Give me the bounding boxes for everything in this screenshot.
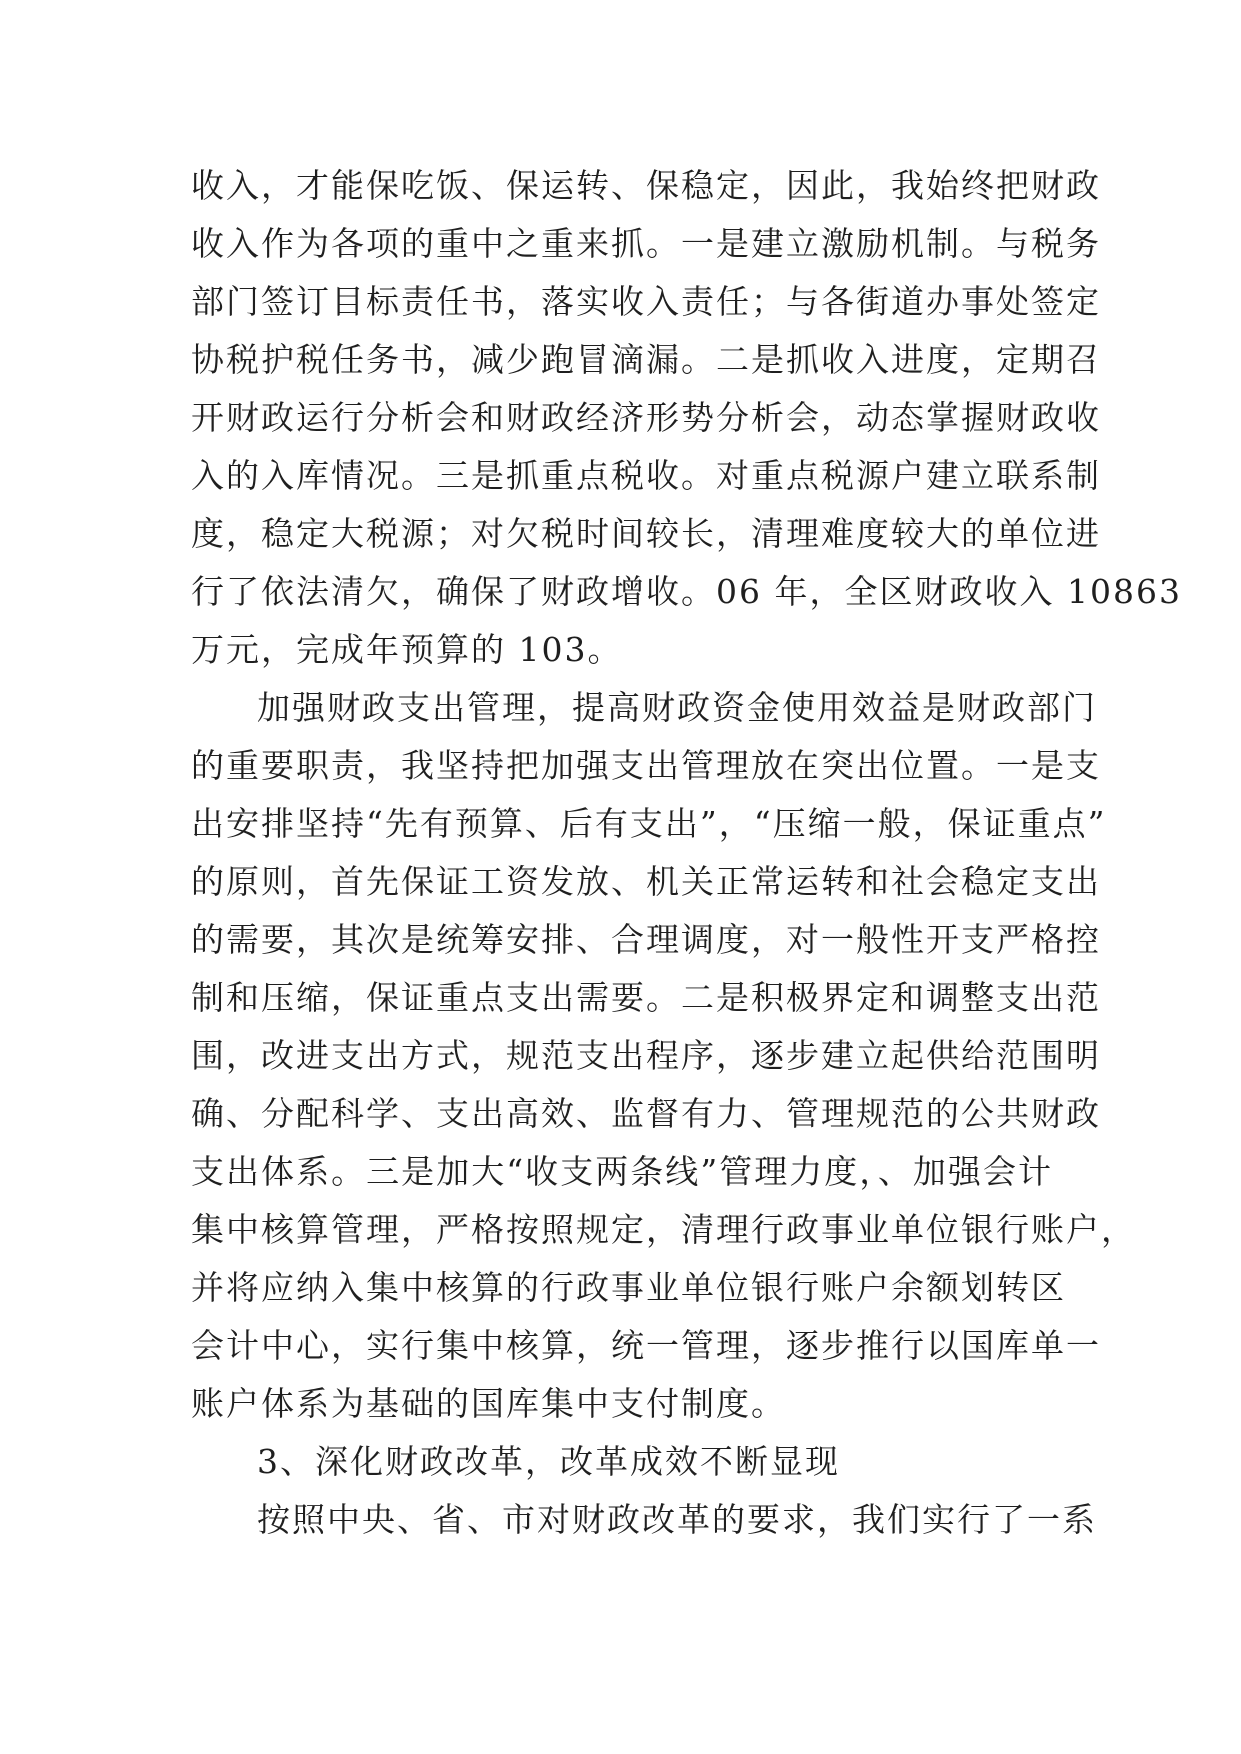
text-line: 入的入库情况。三是抓重点税收。对重点税源户建立联系制 bbox=[191, 456, 1101, 495]
text-line: 围，改进支出方式，规范支出程序，逐步建立起供给范围明 bbox=[191, 1036, 1101, 1075]
text-line: 支出体系。三是加大“收支两条线”管理力度，、加强会计 bbox=[191, 1152, 1053, 1191]
text-line: 确、分配科学、支出高效、监督有力、管理规范的公共财政 bbox=[191, 1094, 1101, 1133]
text-line: 按照中央、省、市对财政改革的要求，我们实行了一系 bbox=[257, 1500, 1097, 1539]
document-body bbox=[191, 157, 1182, 1549]
text-line: 的原则，首先保证工资发放、机关正常运转和社会稳定支出 bbox=[191, 862, 1101, 901]
text-line: 开财政运行分析会和财政经济形势分析会，动态掌握财政收 bbox=[191, 398, 1101, 437]
text-line: 加强财政支出管理，提高财政资金使用效益是财政部门 bbox=[257, 688, 1097, 727]
text-line: 的需要，其次是统筹安排、合理调度，对一般性开支严格控 bbox=[191, 920, 1101, 959]
text-line: 的重要职责，我坚持把加强支出管理放在突出位置。一是支 bbox=[191, 746, 1101, 785]
text-line: 制和压缩，保证重点支出需要。二是积极界定和调整支出范 bbox=[191, 978, 1101, 1017]
text-line: 度，稳定大税源；对欠税时间较长，清理难度较大的单位进 bbox=[191, 514, 1101, 553]
text-line: 部门签订目标责任书，落实收入责任；与各街道办事处签定 bbox=[191, 282, 1101, 321]
text-line: 万元，完成年预算的 103。 bbox=[191, 630, 623, 669]
text-line: 会计中心，实行集中核算，统一管理，逐步推行以国库单一 bbox=[191, 1326, 1101, 1365]
text-line: 并将应纳入集中核算的行政事业单位银行账户余额划转区 bbox=[191, 1268, 1066, 1307]
text-line: 行了依法清欠，确保了财政增收。06 年，全区财政收入 10863 bbox=[191, 572, 1182, 611]
text-line: 账户体系为基础的国库集中支付制度。 bbox=[191, 1384, 786, 1423]
text-line: 协税护税任务书，减少跑冒滴漏。二是抓收入进度，定期召 bbox=[191, 340, 1101, 379]
section-heading: 3、深化财政改革，改革成效不断显现 bbox=[257, 1442, 840, 1481]
text-line: 收入作为各项的重中之重来抓。一是建立激励机制。与税务 bbox=[191, 224, 1101, 263]
text-line: 集中核算管理，严格按照规定，清理行政事业单位银行账户， bbox=[191, 1210, 1136, 1249]
text-line: 出安排坚持“先有预算、后有支出”，“压缩一般，保证重点” bbox=[191, 804, 1107, 843]
text-line: 收入，才能保吃饭、保运转、保稳定，因此，我始终把财政 bbox=[191, 166, 1101, 205]
